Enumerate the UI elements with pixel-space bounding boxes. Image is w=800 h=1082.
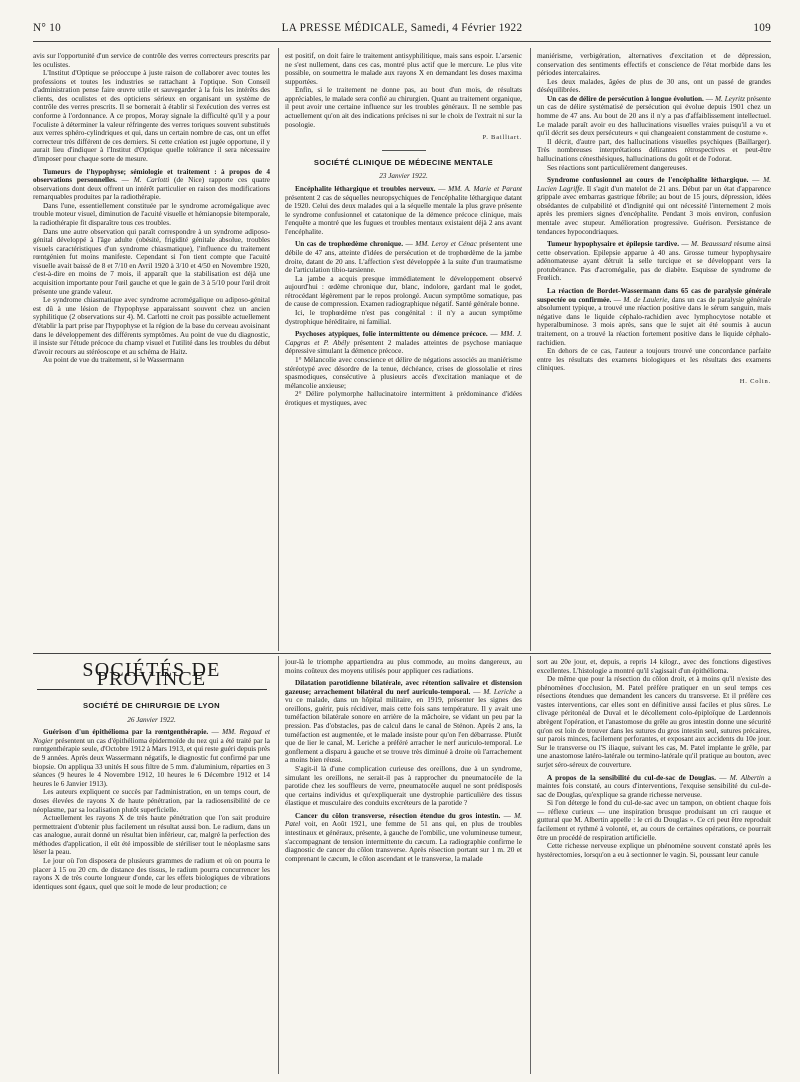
session-date: 26 Janvier 1922. — [127, 715, 176, 724]
society-heading: SOCIÉTÉ CLINIQUE DE MÉDECINE MENTALE — [313, 157, 494, 167]
column-divider — [530, 48, 531, 651]
paragraph-text: présentent un cas d'épithélioma épidermoïde du nez qui a été traité par la rœntgenthérapie seule, d'Octobre 1912 à Mars 1913, et qui reste guéri depuis près de 9 années. Après deux Wassermann négatifs, le diagnostic fut confirmé par une biopsie. On appliqua 33 unités H sous filtre de 5 mm. d'aluminium, réparties en 3 séances (9 heures le 4 Novembre 1912, 10 heures le 6 Décembre 1912 et 14 heures le 6 Janvier 1913). — [33, 736, 270, 788]
paragraph — [285, 275, 522, 309]
paragraph-text: voit, en Août 1921, une femme de 51 ans qui, en plus de troubles intestinaux et généraux, présente, à gauche de l'ombilic, une volumineuse tumeur, s'accompagnant de tension intermittente du cæcum. La radiographie confirme le diagnostic de cancer du côlon transverse. Après résection portant sur 1 m. 20 et comprenant le cæcum, le côlon ascendant et le transverse, la malade — [285, 820, 522, 863]
article-lead: Tumeurs de l'hypophyse; sémiologie et traitement : à propos de 4 observations personnelles. — [33, 167, 270, 185]
bottom-column-1 — [33, 656, 270, 1074]
paragraph — [285, 390, 522, 407]
paragraph-text: Si l'on déterge le fond du cul-de-sac avec un tampon, on obtient chaque fois — réflexe curieux — une inspiration brusque produisant un cri rauque et guttural que M. Albertin appelle : le cri du Douglas ». Ce cri peut être reproduit facilement et rythmé à volonté, et, au cours de certaines opérations, ce pourrait être un procédé de respiration artificielle. — [537, 799, 771, 842]
signature: H. Colin. — [739, 377, 771, 385]
paragraph-text: De même que pour la résection du côlon droit, et à moins qu'il n'existe des phénomènes d'occlusion, M. Patel préfère pratiquer en un seul temps ces résections étendues que demandent les cancers du transverse. Et il préfère ces vastes interventions, car elles sont en définitive aussi faciles et plus sûres. Le clivage péritonéal de Duval et le décollement colo-épiploïque de Lardennois abrègent l'opération, et l'anastomose du grêle au gros intestin donne une sécurité qu'on est loin de trouver dans les sutures du gros intestin seul, sutures précaires, sur parois minces, facilement perforantes, et exposant aux accidents du 10e jour. Sur le transverse ou l'S iliaque, suivant les cas, M. Patel implante le grêle, par une anastomose latéro-latérale ou termino-latérale qu'il pratique au bouton, avec surjet séro-séreux de couverture. — [537, 675, 771, 769]
column-divider — [278, 656, 279, 1074]
paragraph-text: Actuellement les rayons X de très haute pénétration que l'on sait produire permettraient d'obtenir plus facilement un résultat aussi bon. Le radium, dans un cas analogue, aurait donné un résultat bien inférieur, car, malgré la perfection des méthodes d'application, il eût été impossible de stériliser tout le néoplasme sans léser la peau. — [33, 814, 270, 857]
author-name: MM. A. Marie et Parant — [448, 184, 522, 193]
paragraph-text: , dans un cas de paralysie générale absolument typique, a trouvé une réaction positive dans le sérum sanguin, mais négative dans le liquide céphalo-rachidien avec lymphocytose notable et hyperalbuminose. 3 mois après, sans que le sujet ait été soumis à aucun traitement, on a trouvé la réaction fortement positive dans le liquide céphalo-rachidien. — [537, 295, 771, 347]
session-date: 23 Janvier 1922. — [379, 172, 428, 181]
author-name: M. Leriche — [483, 687, 517, 696]
paragraph-text: Cette richesse nerveuse explique un phénomène souvent constaté après les hystérectomies, lorsqu'on a eu à sectionner le vagin. Si, poussant leur canule — [537, 842, 771, 859]
paragraph — [33, 52, 270, 69]
paragraph — [537, 675, 771, 769]
paragraph-text: En dehors de ce cas, l'auteur a toujours trouvé une concordance parfaite entre les résultats des examens biologiques et les résultats des examens cliniques. — [537, 347, 771, 373]
author-name: MM. Leroy et Cénac — [415, 240, 477, 249]
paragraph: Psychoses atypiques, folie intermittente ou démence précoce. — MM. J. Capgras et P. Abély présentent 2 malades atteintes de psychose maniaque dépressive simulant la démence précoce. — [285, 330, 522, 356]
paragraph — [285, 309, 522, 326]
paragraph-text: Les deux malades, âgées de plus de 30 ans, ont un passé de grandes déséquilibrées. — [537, 77, 771, 95]
paragraph-text: S'agit-il là d'une complication curieuse des oreillons, due à un syndrome, simulant les oreillons, ne serait-il pas à rapprocher du pneumatocèle de la parotide chez les souffleurs de verre, pneumatocèle auquel ne sont prédisposés que certains individus et qu'expliquerait une dystrophie particulière des tissus élastique et musculaire des conduits excréteurs de la parotide ? — [285, 764, 522, 808]
paragraph: Tumeur hypophysaire et épilepsie tardive. — M. Beaussard résume ainsi cette observation. Epilepsie apparue à 40 ans. Grosse tumeur hypophysaire adénomateuse ayant détruit la selle turcique et se développant vers la protubérance. Pas d'acromégalie, pas de diabète. Esquisse de syndrome de Frœlich. — [537, 240, 771, 283]
paragraph-text: jour-là le triomphe appartiendra au plus commode, au moins dangereux, au moins coûteux des moyens utilisés pour appliquer ces radiations. — [285, 658, 522, 675]
paragraph — [285, 765, 522, 808]
society-heading: SOCIÉTÉ DE CHIRURGIE DE LYON — [82, 701, 221, 711]
paragraph-text: Au point de vue du traitement, si le Wassermann — [43, 356, 184, 365]
page-header — [33, 22, 771, 38]
paragraph-text: Dans l'une, essentiellement constituée par le syndrome acromégalique avec trouble moteur visuel, diminution de l'acuité visuelle et hémianopsie bitemporale, la radiothérapie fit disparaître tous ces troubles. — [33, 201, 270, 227]
paragraph-text: est positif, on doit faire le traitement antisyphilitique, mais sans espoir. L'arsenic ne s'est nullement, dans ces cas, montré plus actif que le mercure. Le plus vite possible, on soumettra le malade aux rayons X en demandant les doses maxima supportées. — [285, 52, 522, 86]
article-lead: Un cas de trophœdème chronique. — [295, 240, 404, 249]
paragraph-text: Le syndrome chiasmatique avec syndrome acromégalique ou adiposo-génital est dû à une lésion de l'hypophyse apparaissant souvent chez un ancien syphilitique (2 observations sur 4). M. Carlotti ne croit pas possible actuellement d'établir la part prise par l'hypophyse et la région de la base du cerveau avoisinant dans le développement des différents symptômes. Au point de vue du diagnostic, il insiste sur l'étude précoce du champ visuel et l'utilité dans les troubles du début d'avoir recours au stéréoscope et au schéma de Haitz. — [33, 296, 270, 356]
paragraph: Un cas de délire de persécution à longue évolution. — M. Leyritz présente un cas de délire systématisé de persécution qui évolue depuis 1901 chez un homme de 47 ans. Au bout de 20 ans il n'y a pas d'affaiblissement intellectuel. Le malade paraît avoir eu des hallucinations visuelles vraies puisqu'il a vu et qu'il décrit ses deux persécuteurs « qui changeaient constamment de costume ». — [537, 94, 771, 138]
paragraph — [537, 78, 771, 95]
paragraph: A propos de la sensibilité du cul-de-sac de Douglas. — M. Albertin a maintes fois constaté, au cours d'interventions, l'exquise sensibilité du cul-de-sac de Douglas, qu'explique sa grande richesse nerveuse. — [537, 773, 771, 799]
paragraph-text: présente un cas de délire systématisé de persécution qui évolue depuis 1901 chez un homme de 47 ans. Au bout de 20 ans il n'y a pas d'affaiblissement intellectuel. Le malade paraît avoir eu des hallucinations visuelles vraies puisqu'il a vu et qu'il décrit ses deux persécuteurs « qui changeaient constamment de costume ». — [537, 94, 771, 138]
paragraph: Guérison d'un épithélioma par la rœntgenthérapie. — MM. Regaud et Nogier présentent un cas d'épithélioma épidermoïde du nez qui a été traité par la rœntgenthérapie seule, d'Octobre 1912 à Mars 1913, et qui reste guéri depuis près de 9 années. Après deux Wassermann négatifs, le diagnostic fut confirmé par une biopsie. On appliqua 33 unités H sous filtre de 5 mm. d'aluminium, réparties en 3 séances (9 heures le 4 Novembre 1912, 10 heures le 6 Décembre 1912 et 14 heures le 6 Janvier 1913). — [33, 728, 270, 788]
article-lead: Psychoses atypiques, folie intermittente ou démence précoce. — [295, 330, 488, 339]
paragraph-text: a maintes fois constaté, au cours d'interventions, l'exquise sensibilité du cul-de-sac de Douglas, qu'explique sa grande richesse nerveuse. — [537, 773, 771, 799]
paragraph — [285, 86, 522, 129]
section-title: SOCIÉTÉS DE PROVINCE — [82, 659, 221, 690]
article-lead: Guérison d'un épithélioma par la rœntgenthérapie. — [43, 728, 209, 737]
paragraph — [33, 356, 270, 365]
page-number: 109 — [753, 22, 771, 34]
paragraph — [285, 356, 522, 390]
paragraph-text: a vu ce malade, dans un hôpital militaire, en 1919, présenter les signes des oreillons, guérir, puis récidiver, mais cette fois sans température. Il y avait une tuméfaction bilatérale sonore en arrière de la mâchoire, se vidant un peu par la pression. Pas d'obstacles, pas de calcul dans le canal de Sténon. Après 2 ans, la tuméfaction est augmentée, et le malade insiste pour qu'on l'en débarrasse. Plutôt que de lier le canal, M. Leriche a préféré arracher le nerf auriculo-temporal. Le gonflement a disparu à gauche et se trouve très diminué à droite où l'arrachement a moins bien réussi. — [285, 687, 522, 765]
paragraph: Dilatation parotidienne bilatérale, avec rétention salivaire et distension gazeuse; arrachement bilatéral du nerf auriculo-temporal. — M. Leriche a vu ce malade, dans un hôpital militaire, en 1919, présenter les signes des oreillons, guérir, puis récidiver, mais cette fois sans température. Il y avait une tuméfaction bilatérale sonore en arrière de la mâchoire, se vidant un peu par la pression. Pas d'obstacles, pas de calcul dans le canal de Sténon. Après 2 ans, la tuméfaction est augmentée, et le malade insiste pour qu'on l'en débarrasse. Plutôt que de lier le canal, M. Leriche a préféré arracher le nerf auriculo-temporal. Le gonflement a disparu à gauche et se trouve très diminué à droite où l'arrachement a moins bien réussi. — [285, 679, 522, 765]
paragraph-text: Dans une autre observation qui paraît correspondre à un syndrome adiposo-génital développé à l'âge adulte (obésité, frigidité génitale absolue, troubles visuels caractéristiques d'un syndrome chiasmatique), l'influence du traitement rœntgénien fut moins manifeste. Cependant si l'on tient compte que l'acuité visuelle avait baissé de 8 et 7/10 en Avril 1920 à 3/10 et 4/50 en Novembre 1920, c'est-à-dire en moins de 7 mois, il apparaît que la stabilisation est déjà une acquisition importante pour l'œil gauche et que le gain de 3 à 5/10 pour l'œil droit présente une grande valeur. — [33, 227, 270, 296]
author-name: M. Albertin — [729, 773, 765, 782]
paragraph: Tumeurs de l'hypophyse; sémiologie et traitement : à propos de 4 observations personnelles. — M. Carlotti (de Nice) rapporte ces quatre observations dont deux offrent un intérêt particulier en raison des modifications remarquables produites par la radiothérapie. — [33, 167, 270, 202]
author-name: M. Leyritz — [714, 94, 745, 103]
author-name: MM. Regaud et Nogier — [33, 728, 270, 745]
paragraph-text: présentent 2 cas de séquelles neuropsychiques de l'encéphalite léthargique datant de 1920. Celui des deux malades qui a la séquelle mentale la plus grave présente le syndrome confusionnel et catatonique de la démence précoce clinique, mais l'enquête a montré que les fugues et troubles mentaux existaient déjà 2 ans avant l'encéphalite. — [285, 193, 522, 236]
paragraph: Un cas de trophœdème chronique. — MM. Leroy et Cénac présentent une débile de 47 ans, atteinte d'idées de persécution et de trophœdème de la jambe droite, datant de 20 ans. L'affection s'est développée à la suite d'un traumatisme de l'articulation tibio-tarsienne. — [285, 240, 522, 275]
author-name: MM. J. Capgras et P. Abély — [285, 330, 522, 347]
paragraph-text: avis sur l'opportunité d'un service de contrôle des verres correcteurs prescrits par les oculistes. — [33, 52, 270, 69]
paragraph-text: sort au 20e jour, et, depuis, a repris 14 kilogr., avec des fonctions digestives excellentes. L'histologie a montré qu'il s'agissait d'un épithélioma. — [537, 658, 771, 675]
author-name: M. Carlotti — [133, 176, 170, 185]
paragraph — [537, 138, 771, 164]
separator-rule — [382, 150, 426, 151]
article-lead: Dilatation parotidienne bilatérale, avec rétention salivaire et distension gazeuse; arrachement bilatéral du nerf auriculo-temporal. — [285, 679, 522, 696]
paragraph: Syndrome confusionnel au cours de l'encéphalite léthargique. — M. Lucien Lagriffe. Il s'agit d'un matelot de 21 ans. Début par un état d'apparence grippale avec embarras gastrique fébrile; au bout de 15 jours, dépression, idées obsédantes de culpabilité et d'indignité qui ont nécessité l'internement 2 mois après les premiers signes d'encéphalite. Pendant 3 mois environ, confusion mentale avec stupeur. Amélioration progressive. Guérison. Persistance de tendances hypocondriaques. — [537, 176, 771, 236]
paragraph: Encéphalite léthargique et troubles nerveux. — MM. A. Marie et Parant présentent 2 cas de séquelles neuropsychiques de l'encéphalite léthargique datant de 1920. Celui des deux malades qui a la séquelle mentale la plus grave présente le syndrome confusionnel et catatonique de la démence précoce clinique, mais l'enquête a montré que les fugues et troubles mentaux existaient déjà 2 ans avant l'encéphalite. — [285, 184, 522, 236]
issue-number: N° 10 — [33, 22, 62, 34]
paragraph-text: 1° Mélancolie avec conscience et délire de négations associés au maniérisme stéréotypé avec désordre de la tenue, déchéance, crises de glossolalie et rires spasmodiques, consécutive à plusieurs accès d'excitation maniaque et de mélancolie anxieuse; — [285, 355, 522, 390]
paragraph-text: Il décrit, d'autre part, des hallucinations visuelles psychiques (Baillarger). Très nombreuses interprétations délirantes rétrospectives et peut-être hallucinations cénesthésiques, hallucinations du goût et de l'odorat. — [537, 137, 771, 163]
paragraph — [537, 347, 771, 373]
article-lead: La réaction de Bordet-Wassermann dans 65 cas de paralysie générale suspectée ou confirmée. — [537, 287, 771, 304]
top-column-1 — [33, 52, 270, 650]
author-name: M. de Laulerie — [623, 295, 668, 304]
signature: P. Bailliart. — [482, 134, 522, 142]
article-lead: Tumeur hypophysaire et épilepsie tardive. — [547, 240, 680, 249]
paragraph-text: présentent une débile de 47 ans, atteinte d'idées de persécution et de trophœdème de la jambe droite, datant de 20 ans. L'affection s'est développée à la suite d'un traumatisme de l'articulation tibio-tarsienne. — [285, 240, 522, 275]
column-divider — [530, 656, 531, 1074]
paragraph — [33, 857, 270, 891]
top-column-2 — [285, 52, 522, 650]
paragraph — [33, 69, 270, 163]
paragraph — [537, 658, 771, 675]
article-lead: Syndrome confusionnel au cours de l'encéphalite léthargique. — [547, 176, 749, 185]
paragraph-text: L'Institut d'Optique se préoccupe à juste raison de collaborer avec toutes les professions et toutes les industries se rattachant à l'optique. Son Conseil d'administration pense faire œuvre utile et sauvegarder à la fois les intérêts des clients, des oculistes et des opticiens sérieux en organisant un système de contrôle des verres prescrits. Il se bornerait à établir si l'exécution des verres est conforme à l'ordonnance. A ce propos, Moray signale la difficulté qu'il y a pour l'oculiste à déterminer la valeur réfringente des verres toriques souvent substitués aux verres sphéro-cylindriques et qui, dans un certain nombre de cas, ont un effet correcteur très différent de ces derniers. Si cette création est jugée opportune, il y aurait lieu d'indiquer à l'Institut d'Optique quelle tolérance il sera nécessaire d'imposer pour chaque sorte de mesure. — [33, 69, 270, 163]
paragraph — [537, 52, 771, 78]
paragraph — [537, 164, 771, 173]
paragraph — [33, 228, 270, 297]
paragraph: Cancer du côlon transverse, résection étendue du gros intestin. — M. Patel voit, en Août 1921, une femme de 51 ans qui, en plus de troubles intestinaux et généraux, présente, à gauche de l'ombilic, une volumineuse tumeur, s'accompagnant de tension intermittente du cæcum. La radiographie confirme le diagnostic de cancer du côlon transverse. Après résection portant sur 1 m. 20 et comprenant le cæcum, le côlon ascendant et le transverse, la malade — [285, 811, 522, 863]
column-divider — [278, 48, 279, 651]
paragraph-text: présentent 2 malades atteintes de psychose maniaque dépressive simulant la démence précoce. — [285, 338, 522, 356]
paragraph — [33, 814, 270, 857]
journal-title: LA PRESSE MÉDICALE, Samedi, 4 Février 1922 — [281, 22, 523, 34]
paragraph-text: Les auteurs expliquent ce succès par l'administration, en un temps court, de doses élevées de rayons X de haute pénétration, par la radiosensibilité de ce néoplasme, par sa localisation plutôt superficielle. — [33, 788, 270, 814]
article-lead: Encéphalite léthargique et troubles nerveux. — [295, 184, 436, 193]
section-rule — [33, 653, 771, 654]
paragraph — [537, 842, 771, 859]
paragraph — [537, 799, 771, 842]
paragraph-text: Ici, le trophœdème n'est pas congénital : il n'y a aucun symptôme dystrophique héréditaire, ni familial. — [285, 309, 522, 326]
paragraph-text: Le jour où l'on disposera de plusieurs grammes de radium et où on pourra le placer à 15 ou 20 cm. de distance des tissus, le radium pourra concurrencer les rayons X de très courte longueur d'onde, car les effets biologiques de vibrations identiques sont égaux, quel que soit le mode de leur production; ce — [33, 856, 270, 891]
paragraph — [33, 202, 270, 228]
article-lead: Cancer du côlon transverse, résection étendue du gros intestin. — [295, 811, 501, 820]
paragraph: La réaction de Bordet-Wassermann dans 65 cas de paralysie générale suspectée ou confirmée. — M. de Laulerie, dans un cas de paralysie générale absolument typique, a trouvé une réaction positive dans le sérum sanguin, mais négative dans le liquide céphalo-rachidien avec lymphocytose notable et hyperalbuminose. 3 mois après, sans que le sujet ait été soumis à aucun traitement, on a trouvé la réaction fortement positive dans le liquide céphalo-rachidien. — [537, 287, 771, 347]
author-name: M. Patel — [285, 811, 522, 829]
paragraph-text: maniérisme, verbigération, alternatives d'excitation et de dépression, conservation des sentiments effectifs et conscience de l'état morbide dans les périodes intercalaires. — [537, 52, 771, 78]
header-rule — [33, 41, 771, 42]
bottom-column-2 — [285, 658, 522, 1074]
paragraph — [285, 52, 522, 86]
paragraph-text: résume ainsi cette observation. Epilepsie apparue à 40 ans. Grosse tumeur hypophysaire adénomateuse ayant détruit la selle turcique et se développant vers la protubérance. Pas d'acromégalie, pas de diabète. Esquisse de syndrome de Frœlich. — [537, 240, 771, 283]
paragraph — [285, 658, 522, 675]
paragraph-text: . Il s'agit d'un matelot de 21 ans. Début par un état d'apparence grippale avec embarras gastrique fébrile; au bout de 15 jours, dépression, idées obsédantes de culpabilité et d'indignité qui ont nécessité l'internement 2 mois après les premiers signes d'encéphalite. Pendant 3 mois environ, confusion mentale avec stupeur. Amélioration progressive. Guérison. Persistance de tendances hypocondriaques. — [537, 184, 771, 236]
author-name: M. Beaussard — [691, 240, 732, 249]
paragraph-text: Ses réactions sont particulièrement dangereuses. — [547, 163, 688, 172]
bottom-column-3 — [537, 658, 771, 1074]
top-column-3 — [537, 52, 771, 650]
article-lead: Un cas de délire de persécution à longue évolution. — [547, 94, 704, 103]
article-lead: A propos de la sensibilité du cul-de-sac de Douglas. — [547, 773, 716, 782]
paragraph — [33, 788, 270, 814]
paragraph-text: Enfin, si le traitement ne donne pas, au bout d'un mois, de résultats appréciables, le malade sera confié au chirurgien. Quant au traitement organique, il peut avoir une certaine influence sur les troubles généraux. Il ne semble pas actuellement qu'on ait des indications précises ni sur le choix de l'extrait ni sur la posologie. — [285, 86, 522, 129]
author-name: M. Lucien Lagriffe — [537, 176, 771, 193]
paragraph — [33, 296, 270, 356]
paragraph-text: 2° Délire polymorphe hallucinatoire intermittent à prédominance d'idées érotiques et mystiques, avec — [285, 390, 522, 407]
paragraph-text: (de Nice) rapporte ces quatre observations dont deux offrent un intérêt particulier en raison des modifications remarquables produites par la radiothérapie. — [33, 176, 270, 202]
paragraph-text: La jambe a acquis presque immédiatement le développement observé aujourd'hui : œdème chronique dur, blanc, indolore, gardant mal le godet, rétrocédant légèrement par le repos prolongé. Aucun symptôme somatique, pas de cause de compression. Examen radiographique négatif. Santé générale bonne. — [285, 274, 522, 309]
